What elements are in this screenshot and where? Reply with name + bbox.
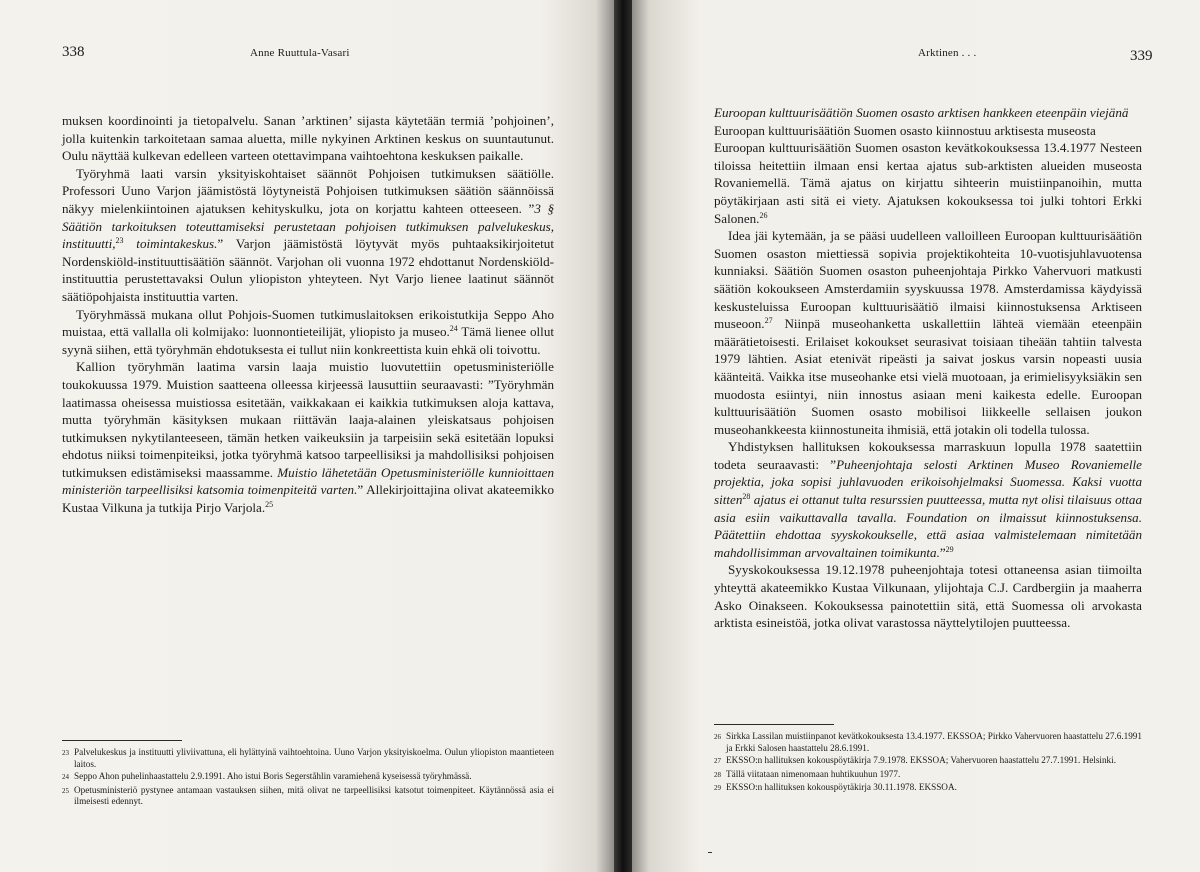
paragraph (714, 438, 1142, 561)
text-run: Kallion työryhmän laatima varsin laaja muistio luovutettiin opetusministeriölle toukokuussa 1979. Muistion saatteena olleessa kirjeessä lausuttiin seuraavasti: ”Työryhmän laatimassa oheisessa muistiossa esitetään, vaikkakaan ei kaikkia tutkimuksen aloja kattava, mutta työryhmän käsityksen mukaan riittävän laaja-alainen yleiskatsaus pohjoisen tutkimuksen nykytilanteeseen, tämän hetken vaikeuksiin ja tarpeisiin sekä esitetään lopuksi ehdotus niiksi toimenpiteiksi, jotka työryhmä katsoo tarpeellisiksi ja mahdollisiksi pohjoisen tutkimuksen edistämiseksi maassamme. (62, 359, 554, 480)
text-run: Idea jäi kytemään, ja se pääsi uudelleen valloilleen Euroopan kulttuurisäätiön Suomen osaston miettiessä sopivia projektikohteita 10-vuotisjuhlavuotensa kunniaksi. Säätiön Suomen osaston puheenjohtaja Pirkko Vahervuori matkusti säätiön kokoukseen Amsterdamiin syyskuussa 1978. Amsterdamissa käydyissä keskusteluissa Euroopan kulttuurisäätiö ilmaisi kiinnostuksensa Arktiseen museoon. (714, 228, 1142, 332)
body-text (62, 112, 554, 517)
footnote-number: 28 (714, 770, 721, 779)
paragraph (62, 165, 554, 306)
text-run: Niinpä museohanketta uskallettiin lähteä viemään eteenpäin määrätietoisesti. Erilaiset kokoukset seurasivat toisiaan tiheään tahtiin talvesta 1979 lähtien. Asiat etenivät ripeästi ja saivat joskus varsin nopeasti uusia käänteitä. Vaikka itse museohanke etsi vielä muotoaan, ja erimielisyyksiäkin sen muodosta esiintyi, niin innostus asiaan meni kaikesta edelle. Euroopan kulttuurisäätiön Suomen osasto mobilisoi liikkeelle sellaisen joukon museohankkeesta kiinnostuneita ihmisiä, että jotakin oli todella tulossa. (714, 316, 1142, 437)
footnotes (714, 724, 1142, 796)
footnotes (62, 740, 554, 809)
text-run: Tämä lienee ollut syynä siihen, että työryhmän ehdotuksesta ei tullut niin konkreettista kuin ehkä oli toivottu. (62, 324, 555, 357)
footnote-text: Palvelukeskus ja instituutti yliviivattuna, eli hylättyinä vaihtoehtoina. Uuno Varjon yksityiskoelma. Oulun yliopiston maantieteen laitos. (74, 747, 554, 769)
footnote (714, 731, 1142, 754)
paragraph (714, 227, 1142, 438)
footnote-rule (714, 724, 834, 725)
footnote-text: Opetusministeriö pystynee antamaan vastauksen siihen, mitä olivat ne tarpeellisiksi katsotut toimenpiteet. Käytännössä asia ei ilmeisesti edennyt. (74, 784, 554, 807)
right-page (632, 0, 1200, 872)
footnote-ref: 24 (449, 324, 458, 334)
paragraph (714, 561, 1142, 631)
paragraph (62, 358, 554, 516)
section-heading: Euroopan kulttuurisäätiön Suomen osasto arktisen hankkeen eteenpäin viejänä (714, 105, 1129, 120)
footnote-number: 24 (62, 773, 69, 782)
page-number: 339 (1130, 48, 1153, 64)
footnote-rule (62, 740, 182, 741)
footnote-ref: 25 (265, 500, 274, 510)
footnote (62, 747, 554, 770)
footnote-number: 29 (714, 784, 721, 793)
footnote-text: Tällä viitataan nimenomaan huhtikuuhun 1977. (726, 768, 901, 779)
running-head: Anne Ruuttula-Vasari (250, 47, 350, 59)
text-run: Muistio lähetetään Opetusministeriölle kunnioittaen ministeriön tarpeellisiksi katsomia toimenpiteitä varten. (62, 464, 554, 498)
paragraph (62, 112, 554, 165)
text-run: 3 § Säätiön tarkoituksen toteuttamiseksi perustetaan pohjoisen tutkimuksen palvelukeskus, instituutti, (62, 200, 554, 252)
footnote-text: Sirkka Lassilan muistiinpanot kevätkokouksesta 13.4.1977. EKSSOA; Pirkko Vahervuoren haastattelu 27.6.1991 ja Erkki Salosen haastattelu 28.6.1991. (726, 731, 1142, 753)
paragraph (714, 139, 1142, 227)
footnote-ref: 29 (945, 544, 954, 554)
text-run: Euroopan kulttuurisäätiön Suomen osaston kevätkokouksessa 13.4.1977 Nesteen tiloissa heitettiin ilmaan ensi kertaa ajatus sub-arktisten alueiden museosta Rovaniemellä. Tämä ajatus on kirjattu sihteerin muistiinpanoihin, mutta pöytäkirjaan asti sitä ei viety. Ajatuksen kokouksessa toi julki tohtori Erkki Salonen. (714, 140, 1142, 226)
text-run: Työryhmä laati varsin yksityiskohtaiset säännöt Pohjoisen tutkimuksen säätiölle. Professori Uuno Varjon jäämistöstä löytyneistä Pohjoisen tutkimuksen säätiön säännöissä näkyy mielenkiintoinen ajatuksen kehityskulku, jota on korjattu kahteen otteeseen. ” (62, 165, 554, 216)
footnote (714, 769, 1142, 782)
footnote-number: 23 (62, 749, 69, 757)
text-run: ” Varjon jäämistöstä löytyvät myös puhtaaksikirjoitetut Nordenskiöld-instituuttisäätiön säännöt. Varjohan oli vuonna 1972 ehdottanut Nordenskiöld-instituuttia perustettavaksi Oulun yliopiston yhteyteen. Nyt Varjo lienee laatinut säännöt säätiöpohjaista instituuttia varten. (62, 236, 554, 304)
text-run: muksen koordinointi ja tietopalvelu. Sanan ’arktinen’ sijasta käytetään termiä ’pohjoinen’, jolla kuitenkin tarkoitetaan samaa aluetta, mille nykyinen Arktinen keskus on suuntautunut. Oulu näyttää kulkevan edelleen varteen otettavimpana vaihtoehtona keskuksen paikalle. (62, 113, 554, 164)
text-run: Syyskokouksessa 19.12.1978 puheenjohtaja totesi ottaneensa asian tiimoilta yhteyttä akateemikko Kustaa Vilkunaan, ylijohtaja C.J. Cardbergiin ja maaherra Asko Oinakseen. Kokouksessa painotettiin sitä, että Suomessa oli arvokasta arktista esineistöä, jotka olivat varastossa näyttelytilojen puutteessa. (714, 562, 1142, 631)
book-gutter (614, 0, 632, 872)
text-run: Työryhmässä mukana ollut Pohjois-Suomen tutkimuslaitoksen erikoistutkija Seppo Aho muistaa, että vallalla oli kolmijako: luonnontieteilijät, yliopisto ja museo. (62, 306, 554, 340)
footnote (62, 771, 554, 784)
text-run: ” Allekirjoittajina olivat akateemikko Kustaa Vilkuna ja tutkija Pirjo Varjola. (62, 482, 554, 516)
page-number: 338 (62, 44, 85, 60)
section-subheading: Euroopan kulttuurisäätiön Suomen osasto kiinnostuu arktisesta museosta (714, 122, 1096, 138)
running-head: Arktinen . . . (918, 47, 977, 59)
footnote-text: EKSSO:n hallituksen kokouspöytäkirja 7.9.1978. EKSSOA; Vahervuoren haastattelu 27.7.1991. Helsinki. (726, 755, 1117, 766)
footnote-ref: 26 (759, 210, 768, 220)
footnote-ref: 27 (764, 316, 773, 326)
text-run: Yhdistyksen hallituksen kokouksessa marraskuun lopulla 1978 saatettiin todeta seuraavasti: ” (714, 439, 1142, 472)
paragraph (62, 306, 554, 359)
footnote (62, 785, 554, 808)
text-run: ” (939, 544, 946, 560)
footnote-number: 26 (714, 733, 721, 741)
footnote (714, 755, 1142, 768)
footnote-number: 27 (714, 757, 721, 766)
footnote (714, 782, 1142, 795)
footnote-text: Seppo Ahon puhelinhaastattelu 2.9.1991. Aho istui Boris Segerståhlin varamiehenä kyseisessä työryhmässä. (74, 771, 472, 782)
footnote-ref: 28 (742, 492, 751, 502)
footnote-ref: 23 (115, 236, 124, 246)
page-mark (708, 852, 712, 853)
text-run: ajatus ei ottanut tulta resurssien puutteessa, mutta nyt olisi tilaisuus ottaa asia esiin vaikuttavalla tavalla. Foundation on ilmaissut kiinnostuksensa. Päätettiin ehdottaa syyskokoukselle, että asiaa valmistelemaan nimitetään mahdollisimman arvovaltainen toimikunta. (714, 492, 1142, 560)
body-text (714, 104, 1142, 632)
text-run: toimintakeskus. (123, 236, 218, 252)
text-run: Puheenjohtaja selosti Arktinen Museo Rovaniemelle projektia, joka sopisi juhlavuoden erikoisohjelmaksi Suomessa. Kaksi vuotta sitten (714, 456, 1142, 508)
footnote-number: 25 (62, 786, 69, 795)
footnote-text: EKSSO:n hallituksen kokouspöytäkirja 30.11.1978. EKSSOA. (726, 782, 957, 793)
